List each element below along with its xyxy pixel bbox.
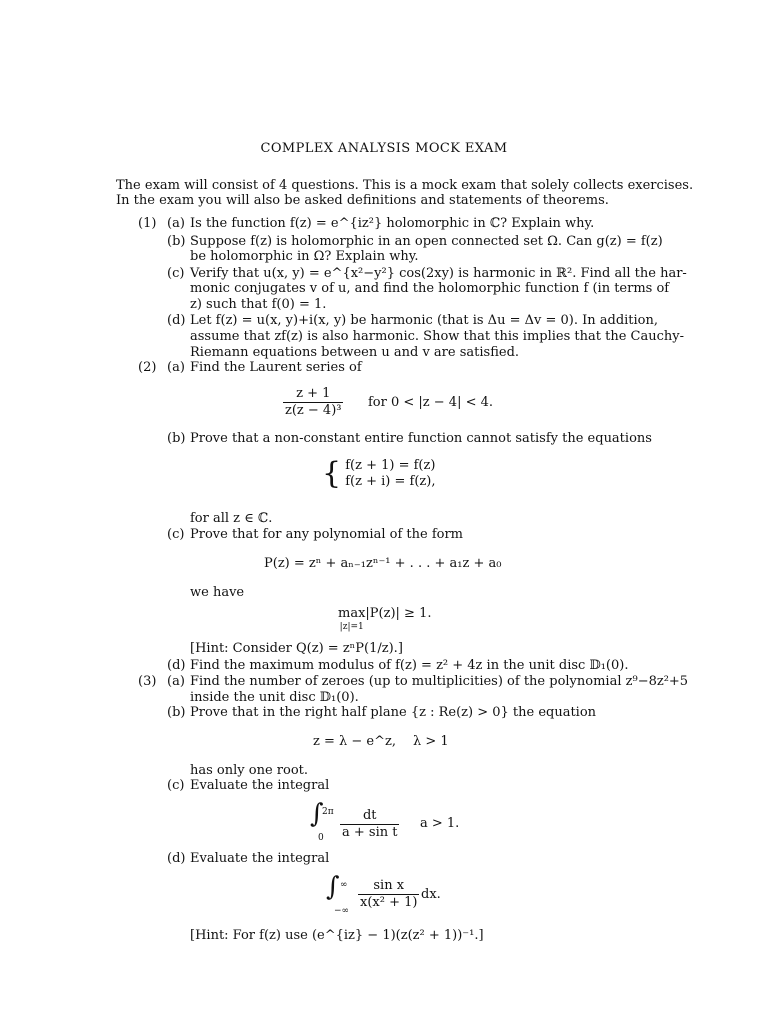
we-have-text: we have [190,585,245,600]
q1-part-a-text: Is the function f(z) = e^{iz²} holomorphic in ℂ? Explain why. [190,216,595,231]
root-equation: z = λ − e^z, [313,734,396,749]
q2-part-d-text: Find the maximum modulus of f(z) = z² + 4z in the unit disc 𝔻₁(0). [190,658,629,673]
page-title: COMPLEX ANALYSIS MOCK EXAM [260,141,508,156]
integral-sign: ∫ [326,872,340,902]
integral-d-tail: dx. [421,887,441,902]
q3-part-d-text: Evaluate the integral [190,851,330,866]
q2-part-c-text: Prove that for any polynomial of the form [190,527,463,542]
q2-part-a-label: (a) [167,360,185,375]
integral-d-denominator: x(x² + 1) [360,895,418,910]
q1-part-b-line1: Suppose f(z) is holomorphic in an open connected set Ω. Can g(z) = f(z) [190,234,663,249]
integral-c-fraction [340,808,399,841]
q2-part-b-text: Prove that a non-constant entire function cannot satisfy the equations [190,431,652,446]
q2-part-c-hint: [Hint: Consider Q(z) = zⁿP(1/z).] [190,641,403,656]
q1-part-a-label: (a) [167,216,185,231]
q3-part-d-hint: [Hint: For f(z) use (e^{iz} − 1)(z(z² + 1))⁻¹.] [190,928,484,943]
integral-c-numerator: dt [340,808,399,825]
q1-part-d-line2: assume that zf(z) is also harmonic. Show that this implies that the Cauchy- [190,329,685,344]
integral-c-lower: 0 [318,833,324,843]
laurent-denominator: z(z − 4)³ [285,403,342,418]
q3-part-c-label: (c) [167,778,185,793]
q3-part-a-label: (a) [167,674,185,689]
q3-part-b-label: (b) [167,705,186,720]
q2-part-d-label: (d) [167,658,186,673]
integral-d-numerator: sin x [358,878,419,895]
question-2-number: (2) [138,360,157,375]
q1-part-b-line2: be holomorphic in Ω? Explain why. [190,249,419,264]
q3-part-a-line1: Find the number of zeroes (up to multiplicities) of the polynomial z⁹−8z²+5 [190,674,689,689]
max-operator: max [338,606,366,621]
integral-d-upper: ∞ [340,880,348,890]
equation-system [322,458,435,490]
q1-part-d-line1: Let f(z) = u(x, y)+i(x, y) be harmonic (that is Δu = Δv = 0). In addition, [190,313,659,328]
left-brace: { [322,456,342,491]
question-1-number: (1) [138,216,157,231]
integral-d-fraction [358,878,419,911]
integral-sign: ∫ [310,799,324,829]
integral-d-lower: −∞ [334,906,350,916]
integral-c-denominator: a + sin t [342,825,398,840]
max-subscript: |z|=1 [339,622,364,632]
laurent-domain: for 0 < |z − 4| < 4. [368,395,494,410]
system-eq-2: f(z + i) = f(z), [345,474,436,489]
integral-c-upper: 2π [322,807,334,817]
q1-part-b-label: (b) [167,234,186,249]
max-expression [338,606,431,632]
laurent-numerator: z + 1 [283,386,343,403]
intro-line-1: The exam will consist of 4 questions. This is a mock exam that solely collects exercises. [116,178,694,193]
q2-part-c-label: (c) [167,527,185,542]
intro-line-2: In the exam you will also be asked definitions and statements of theorems. [116,193,609,208]
q1-part-c-line1: Verify that u(x, y) = e^{x²−y²} cos(2xy) is harmonic in ℝ². Find all the har- [190,266,687,281]
q3-part-b-after: has only one root. [190,763,309,778]
q1-part-c-label: (c) [167,266,185,281]
q1-part-d-label: (d) [167,313,186,328]
root-condition: λ > 1 [413,734,449,749]
q3-part-a-line2: inside the unit disc 𝔻₁(0). [190,690,359,705]
q1-part-d-line3: Riemann equations between u and v are satisfied. [190,345,520,360]
q2-part-b-after: for all z ∈ ℂ. [190,511,273,526]
integral-c-condition: a > 1. [420,816,460,831]
q3-part-b-text: Prove that in the right half plane {z : Re(z) > 0} the equation [190,705,597,720]
q3-part-d-label: (d) [167,851,186,866]
q2-part-b-label: (b) [167,431,186,446]
polynomial-equation: P(z) = zⁿ + aₙ₋₁zⁿ⁻¹ + . . . + a₁z + a₀ [264,556,502,571]
integral-d [326,872,340,902]
q3-part-c-text: Evaluate the integral [190,778,330,793]
max-rest: |P(z)| ≥ 1. [365,606,432,621]
question-3-number: (3) [138,674,157,689]
q1-part-c-line2: monic conjugates v of u, and find the holomorphic function f (in terms of [190,281,670,296]
q2-part-a-text: Find the Laurent series of [190,360,362,375]
q1-part-c-line3: z) such that f(0) = 1. [190,297,327,312]
laurent-fraction [283,386,343,419]
system-eq-1: f(z + 1) = f(z) [345,458,436,473]
